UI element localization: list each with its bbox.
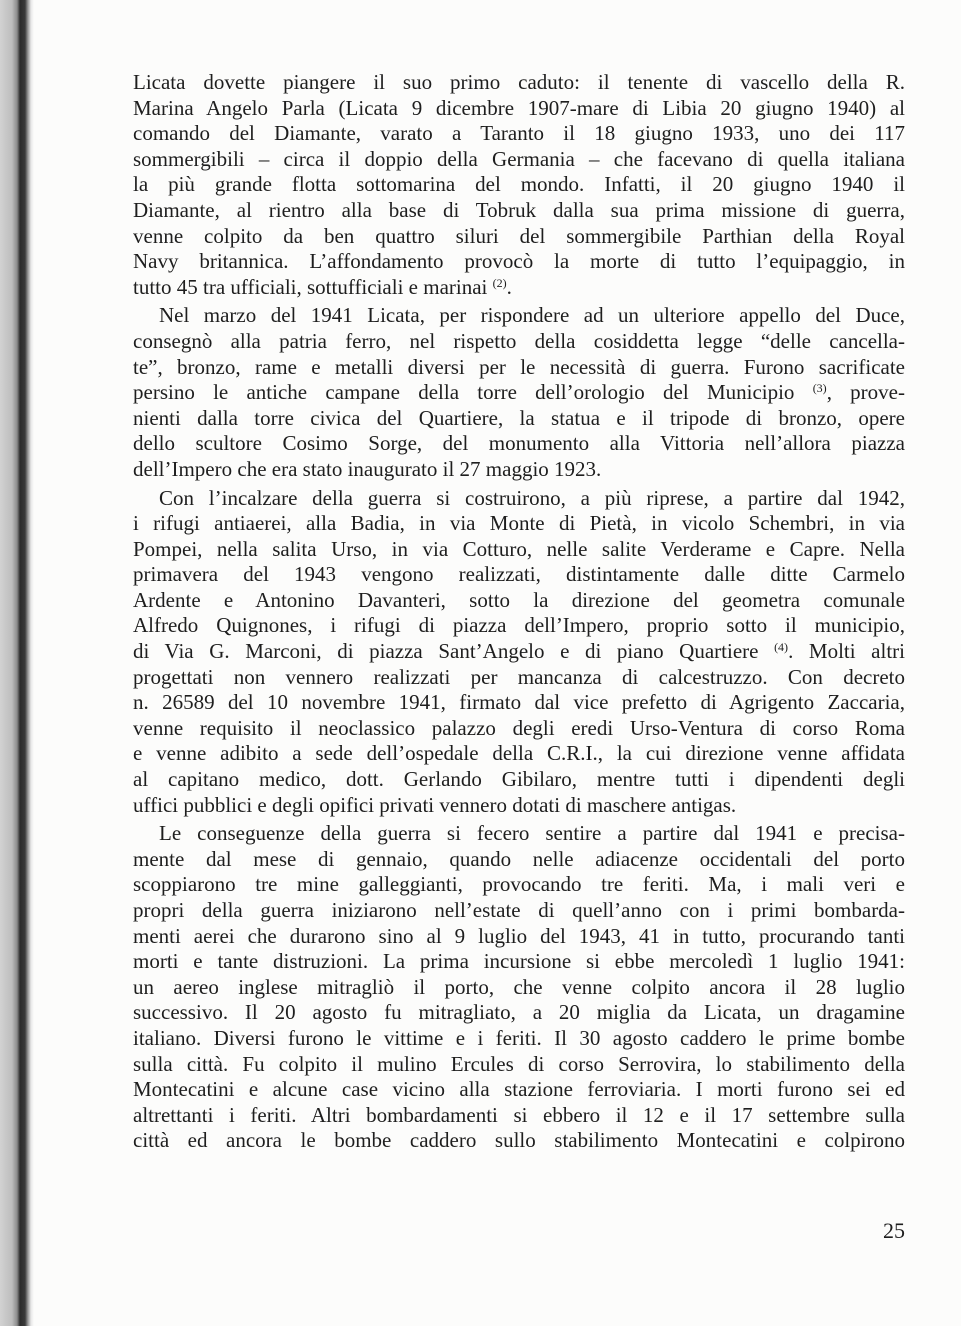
line-text-tail: , prove- xyxy=(826,380,905,405)
line-text: di Via G. Marconi, di piazza Sant’Angelo e di piano Quartiere xyxy=(133,639,775,664)
text-line: dell’Impero che era stato inaugurato il 27 maggio 1923. xyxy=(133,456,602,481)
text-line: Nel marzo del 1941 Licata, per rispondere ad un ulteriore appello del Duce, xyxy=(159,303,905,328)
text-line: e venne adibito a sede dell’ospedale della C.R.I., la cui direzione venne affidata xyxy=(133,741,905,766)
text-line: Alfredo Quignones, i rifugi di piazza dell’Impero, proprio sotto il municipio, xyxy=(133,613,905,638)
text-line xyxy=(133,639,905,665)
text-line: successivo. Il 20 agosto fu mitragliato, a 20 miglia da Licata, un dragamine xyxy=(133,1000,905,1025)
text-line: altrettanti i feriti. Altri bombardamenti si ebbero il 12 e il 17 settembre sulla xyxy=(133,1102,905,1127)
line-text-tail: . Molti altri xyxy=(788,639,905,664)
text-line: italiano. Diversi furono le vittime e i feriti. Il 30 agosto caddero le prime bombe xyxy=(133,1025,905,1050)
text-line: Le conseguenze della guerra si fecero sentire a partire dal 1941 e precisa- xyxy=(159,821,905,846)
page-number: 25 xyxy=(883,1218,905,1243)
footnote-reference: (4) xyxy=(774,640,789,655)
text-line: Pompei, nella salita Urso, in via Cotturo, nelle salite Verderame e Capre. Nella xyxy=(133,536,905,561)
text-line: venne colpito da ben quattro siluri del sommergibile Parthian della Royal xyxy=(133,223,905,248)
line-text-tail: . xyxy=(506,274,512,299)
line-text: persino le antiche campane della torre dell’orologio del Municipio xyxy=(133,380,813,405)
footnote-reference: (3) xyxy=(812,381,827,396)
text-line: Diamante, al rientro alla base di Tobruk dalla sua prima missione di guerra, xyxy=(133,197,905,222)
text-line: la più grande flotta sottomarina del mondo. Infatti, il 20 giugno 1940 il xyxy=(133,172,905,197)
text-line: Marina Angelo Parla (Licata 9 dicembre 1907-mare di Libia 20 giugno 1940) al xyxy=(133,95,905,120)
book-binding-gutter xyxy=(0,0,34,1326)
text-line: consegnò alla patria ferro, nel rispetto della cosiddetta legge “delle cancella- xyxy=(133,328,905,353)
text-line: scoppiarono tre mine galleggianti, provocando tre feriti. Ma, i mali veri e xyxy=(133,872,905,897)
text-line: comando del Diamante, varato a Taranto il 18 giugno 1933, uno dei 117 xyxy=(133,121,905,146)
text-line: Licata dovette piangere il suo primo caduto: il tenente di vascello della R. xyxy=(133,70,905,94)
text-line: progettati non vennero realizzati per mancanza di calcestruzzo. Con decreto xyxy=(133,664,905,689)
paragraph xyxy=(133,70,905,300)
text-line: menti aerei che durarono sino al 9 luglio del 1943, 41 in tutto, procurando tanti xyxy=(133,923,905,948)
text-line: sommergibili – circa il doppio della Germania – che facevano di quella italiana xyxy=(133,146,905,171)
text-line: al capitano medico, dott. Gerlando Gibilaro, mentre tutti i dipendenti degli xyxy=(133,767,905,792)
text-line xyxy=(133,275,905,301)
text-line: Navy britannica. L’affondamento provocò la morte di tutto l’equipaggio, in xyxy=(133,249,905,274)
text-line: te”, bronzo, rame e metalli diversi per le necessità di guerra. Furono sacrificate xyxy=(133,354,905,379)
text-line: propri della guerra iniziarono nell’estate di quell’anno con i primi bombarda- xyxy=(133,898,905,922)
text-line: primavera del 1943 vengono realizzati, distintamente dalle ditte Carmelo xyxy=(133,562,905,587)
text-line: morti e tante distruzioni. La prima incursione si ebbe mercoledì 1 luglio 1941: xyxy=(133,949,905,974)
paragraph xyxy=(133,303,905,482)
text-line: i rifugi antiaerei, alla Badia, in via Monte di Pietà, in vicolo Schembri, in via xyxy=(133,511,905,536)
text-line: n. 26589 del 10 novembre 1941, firmato dal vice prefetto di Agrigento Zaccaria, xyxy=(133,690,905,715)
text-line xyxy=(133,380,905,406)
text-line: Ardente e Antonino Davanteri, sotto la direzione del geometra comunale xyxy=(133,587,905,612)
text-line: venne requisito il neoclassico palazzo degli eredi Urso-Ventura di corso Roma xyxy=(133,715,905,740)
text-line: dello scultore Cosimo Sorge, del monumento alla Vittoria nell’allora piazza xyxy=(133,431,905,456)
text-line: città ed ancora le bombe caddero sullo stabilimento Montecatini e colpirono xyxy=(133,1128,905,1153)
text-line: uffici pubblici e degli opifici privati vennero dotati di maschere antigas. xyxy=(133,792,737,817)
paragraph xyxy=(133,486,905,819)
text-line: Con l’incalzare della guerra si costruirono, a più riprese, a partire dal 1942, xyxy=(159,485,905,510)
text-line: nienti dalla torre civica del Quartiere, la statua e il tripode di bronzo, opere xyxy=(133,405,905,430)
footnote-reference: (2) xyxy=(492,275,507,290)
paragraph xyxy=(133,821,905,1154)
text-line: un aereo inglese mitragliò il porto, che venne colpito ancora il 28 luglio xyxy=(133,974,905,999)
text-line: sulla città. Fu colpito il mulino Ercules di corso Serrovira, lo stabilimento della xyxy=(133,1051,905,1076)
page-text-body xyxy=(133,70,905,1154)
line-text: tutto 45 tra ufficiali, sottufficiali e marinai xyxy=(133,274,493,299)
text-line: Montecatini e alcune case vicino alla stazione ferroviaria. I morti furono sei ed xyxy=(133,1077,905,1102)
text-line: mente dal mese di gennaio, quando nelle adiacenze occidentali del porto xyxy=(133,846,905,871)
